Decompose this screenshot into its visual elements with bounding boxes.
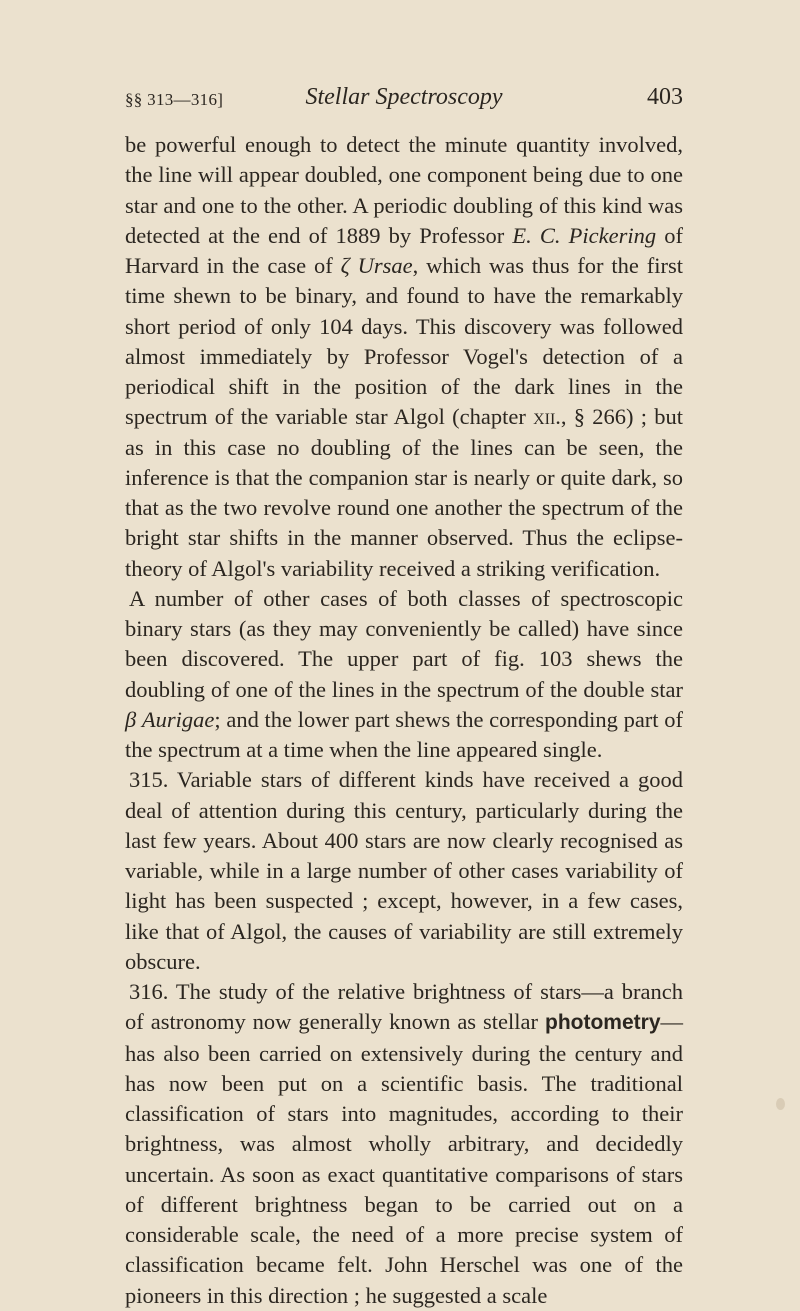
section-range: §§ 313—316] — [125, 90, 224, 109]
body-text — [125, 130, 683, 1311]
text-segment: ; and the lower part shews the corresponding part of the spectrum at a time when the line appeared single. — [125, 706, 683, 762]
page-number: 403 — [647, 84, 683, 110]
text-segment: , which was thus for the first time shewn to be binary, and found to have the remarkably short period of only 104 days. This discovery was followed almost immediately by Professor Vogel's detection of a periodical shift in the position of the dark lines in the spectrum of the variable star Algol (chapter — [125, 253, 684, 430]
text-segment: be powerful enough to detect the minute quantity involved, the line will appear doubled, one component being due to one star and one to the other. A periodic doubling of this kind was detected at the end of 1889 by Professor — [125, 132, 683, 248]
text-segment: 316. The study of the relative brightness of stars—a branch of astronomy now generally known as stellar — [125, 979, 683, 1035]
paragraph-spectroscopic-binaries — [125, 584, 683, 766]
text-segment: xii — [533, 404, 556, 430]
paragraph-315-variable-stars — [125, 765, 683, 977]
paragraph-316-photometry — [125, 977, 683, 1311]
text-segment: β Aurigae — [125, 706, 215, 732]
text-segment: ., § 266) ; but as in this case no doubling of the lines can be seen, the inference is that the companion star is nearly or quite dark, so that as the two revolve round one another the spectrum of the bright star shifts in the manner observed. Thus the eclipse-theory of Algol's variability received a striking verification. — [125, 404, 683, 581]
text-segment: E. C. Pickering — [512, 222, 657, 248]
text-segment: 315. Variable stars of different kinds have received a good deal of attention during this century, particularly during the last few years. About 400 stars are now clearly recognised as variable, while in a large number of other cases variability of light has been suspected ; except, however, in a few cases, like that of Algol, the causes of variability are still extremely obscure. — [125, 767, 683, 974]
running-title: Stellar Spectroscopy — [305, 84, 503, 110]
text-segment: A number of other cases of both classes of spectroscopic binary stars (as they may conveniently be called) have since been discovered. The upper part of fig. 103 shews the doubling of one of the lines in the spectrum of the double star — [125, 585, 683, 702]
text-segment: —has also been carried on extensively during the century and has now been put on a scientific basis. The traditional classification of stars into magnitudes, according to their brightness, was almost wholly arbitrary, and decidedly uncertain. As soon as exact quantitative comparisons of stars of different brightness began to be carried out on a considerable scale, the need of a more precise system of classification became felt. John Herschel was one of the pioneers in this direction ; he suggested a scale — [125, 1009, 683, 1308]
paragraph-continued — [125, 130, 683, 584]
running-header — [125, 84, 683, 120]
text-segment: of Harvard in the case of — [125, 222, 683, 278]
paper-speck — [776, 1098, 785, 1110]
text-segment: photometry — [545, 1011, 661, 1035]
text-segment: ζ Ursae — [340, 253, 413, 278]
